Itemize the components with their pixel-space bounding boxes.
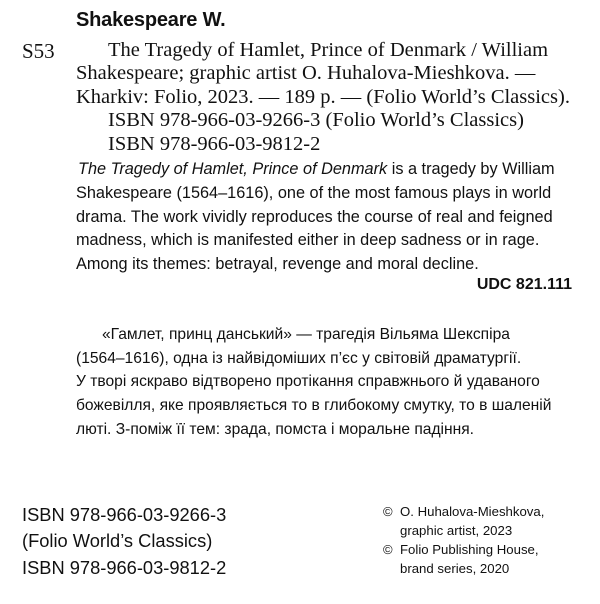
abstract-ua-line-5: люті. З-поміж її тем: зрада, помста і моральне падіння. xyxy=(76,420,475,438)
index-code: S53 xyxy=(22,39,55,63)
work-title-italic: The Tragedy of Hamlet, Prince of Denmark xyxy=(78,160,388,178)
isbn-footer-line-1: ISBN 978-966-03-9266-3 xyxy=(22,504,227,525)
isbn-footer xyxy=(22,502,226,581)
abstract-ua-line-3: У творі яскраво відтворено протікання справжнього й удаваного xyxy=(76,373,540,391)
copyright-entry-2-line-2: brand series, 2020 xyxy=(400,561,510,576)
isbn-footer-line-3: ISBN 978-966-03-9812-2 xyxy=(22,556,227,578)
udc-code: UDC 821.111 xyxy=(476,276,572,293)
copyright-entry-2-line-1 xyxy=(383,540,583,559)
biblio-isbn-series: ISBN 978-966-03-9266-3 (Folio World’s Classics) xyxy=(108,109,524,132)
abstract-en-line-4: madness, which is manifested either in deep sadness or in rage. xyxy=(76,231,540,250)
copyright-entry-1-line-1 xyxy=(383,502,583,521)
biblio-line-1: The Tragedy of Hamlet, Prince of Denmark / William xyxy=(108,39,549,61)
abstract-en-line-1-rest: is a tragedy by William xyxy=(387,160,555,178)
abstract-ua-line-1: «Гамлет, принц данський» — трагедія Вільяма Шекспіра xyxy=(102,326,510,343)
abstract-ua-line-2: (1564–1616), одна із найвідоміших п’єс у світовій драматургії. xyxy=(76,349,522,367)
copyright-icon: © xyxy=(383,542,393,557)
biblio-line-3: Kharkiv: Folio, 2023. — 189 p. — (Folio World’s Classics). xyxy=(76,85,570,108)
abstract-ukrainian xyxy=(76,323,586,442)
abstract-en-line-1 xyxy=(76,158,586,182)
abstract-english xyxy=(76,158,586,277)
bibliographic-record xyxy=(76,39,586,156)
abstract-en-line-2: Shakespeare (1564–1616), one of the most famous plays in world xyxy=(76,183,552,202)
abstract-en-line-5: Among its themes: betrayal, revenge and moral decline. xyxy=(76,255,479,274)
biblio-isbn-book: ISBN 978-966-03-9812-2 xyxy=(108,132,321,155)
copyright-entry-2-text: Folio Publishing House, xyxy=(400,542,539,557)
isbn-footer-line-2: (Folio World’s Classics) xyxy=(22,530,213,552)
author-heading: Shakespeare W. xyxy=(76,9,226,31)
copyright-icon: © xyxy=(383,504,393,519)
copyright-entry-1-text: O. Huhalova-Mieshkova, xyxy=(400,504,545,519)
biblio-line-2: Shakespeare; graphic artist O. Huhalova-Mieshkova. — xyxy=(76,62,536,85)
copyright-notice xyxy=(383,502,583,578)
abstract-ua-line-4: божевілля, яке проявляється то в глибокому смутку, то в шаленій xyxy=(76,397,552,415)
copyright-entry-1-line-2: graphic artist, 2023 xyxy=(400,523,513,538)
abstract-en-line-3: drama. The work vividly reproduces the course of real and feigned xyxy=(76,207,553,226)
